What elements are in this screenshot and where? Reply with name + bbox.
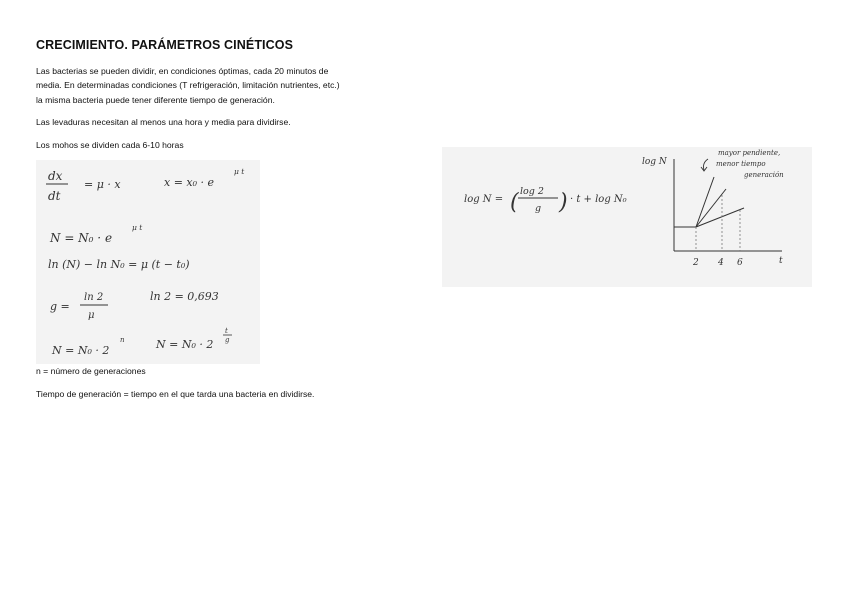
formulas-svg xyxy=(36,160,260,364)
formulas-panel xyxy=(36,160,260,364)
bacteria-line-3: la misma bacteria puede tener diferente tiempo de generación. xyxy=(36,94,275,105)
annotation-line-2: menor tiempo xyxy=(716,160,766,168)
formula-ln: ln (N) − ln N₀ = μ (t − t₀) xyxy=(48,258,190,271)
graph-svg xyxy=(442,147,812,287)
growth-line-steep xyxy=(696,177,714,227)
x-tick-2: 2 xyxy=(693,258,699,268)
graph-eq-den: g xyxy=(535,203,542,214)
formula-mu-x: = μ · x xyxy=(84,178,121,191)
formula-n-exp: N = N₀ · e xyxy=(50,231,113,245)
x-axis-label: t xyxy=(779,256,783,266)
close-paren: ) xyxy=(559,190,568,215)
formula-exp-t: t xyxy=(225,327,228,335)
formula-g-lhs: g = xyxy=(50,300,70,313)
graph-eq-num: log 2 xyxy=(520,186,544,197)
y-axis-label: log N xyxy=(642,157,667,167)
formula-dx: dx xyxy=(48,169,63,183)
formula-n-2n: N = N₀ · 2 xyxy=(52,344,110,357)
open-paren: ( xyxy=(510,190,519,215)
generations-definition: n = número de generaciones xyxy=(36,366,146,376)
graph-eq-lhs: log N = xyxy=(464,194,504,205)
formula-g-num: ln 2 xyxy=(84,292,104,303)
formula-x-exponent: μ t xyxy=(234,167,245,176)
formula-n-2tg: N = N₀ · 2 xyxy=(156,338,214,351)
formula-n-exponent: μ t xyxy=(132,223,143,232)
formula-ln2: ln 2 = 0,693 xyxy=(150,290,219,303)
generation-time-definition: Tiempo de generación = tiempo en el que tarda una bacteria en dividirse. xyxy=(36,389,315,399)
page-title: CRECIMIENTO. PARÁMETROS CINÉTICOS xyxy=(36,38,294,52)
formula-x-exp: x = x₀ · e xyxy=(164,176,215,189)
x-tick-6: 6 xyxy=(737,258,743,268)
graph-eq-rhs: · t + log N₀ xyxy=(570,194,627,205)
formula-g-den: μ xyxy=(88,310,95,321)
bacteria-paragraph xyxy=(36,64,416,107)
annotation-line-3: generación xyxy=(744,171,784,179)
graph-panel xyxy=(442,147,812,287)
annotation-line-1: mayor pendiente, xyxy=(718,149,781,157)
molds-paragraph: Los mohos se dividen cada 6-10 horas xyxy=(36,140,184,150)
formula-n-2n-exponent: n xyxy=(120,336,125,344)
x-tick-4: 4 xyxy=(718,258,724,268)
formula-exp-g: g xyxy=(225,336,230,344)
bacteria-line-2: media. En determinadas condiciones (T refrigeración, limitación nutrientes, etc.) xyxy=(36,80,340,91)
bacteria-line-1: Las bacterias se pueden dividir, en condiciones óptimas, cada 20 minutos de xyxy=(36,66,329,76)
formula-dt: dt xyxy=(48,189,61,203)
yeast-paragraph: Las levaduras necesitan al menos una hora y media para dividirse. xyxy=(36,117,291,127)
